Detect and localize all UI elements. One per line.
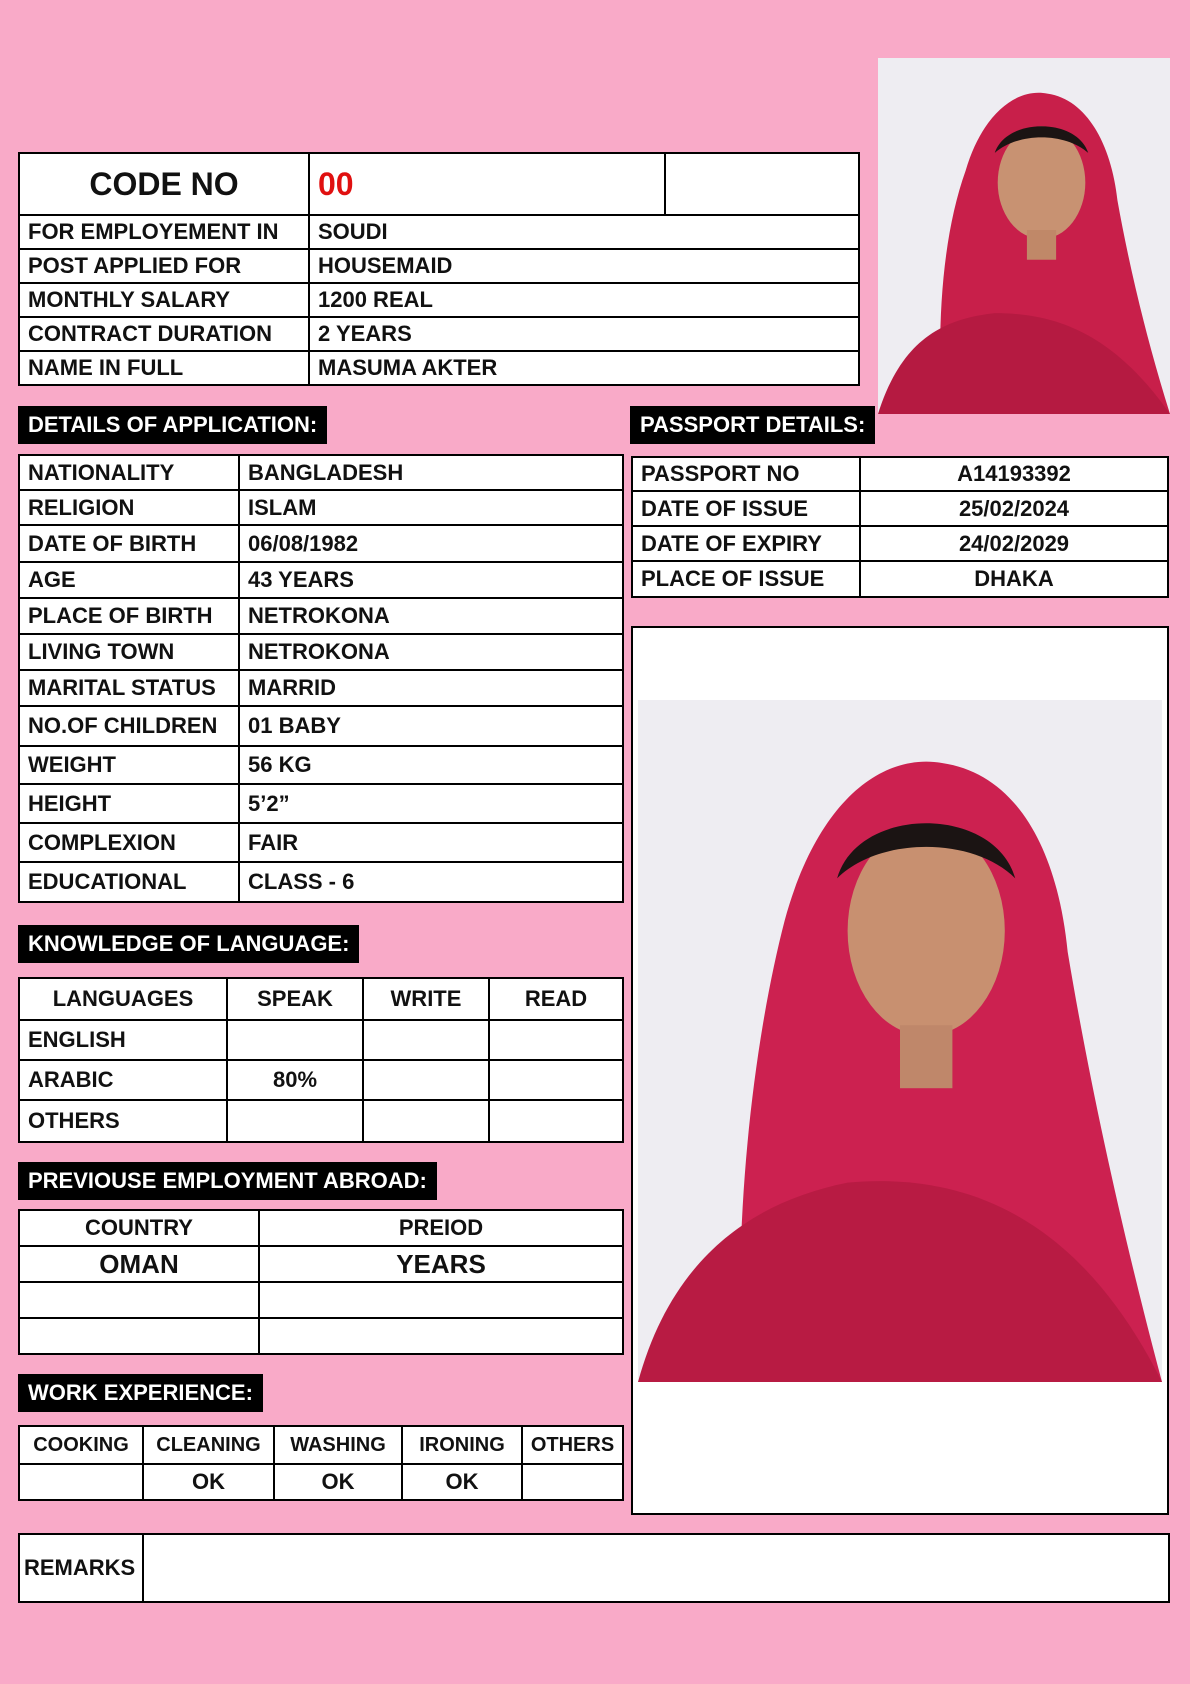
column-header: PREIOD — [259, 1210, 623, 1246]
field-value: NETROKONA — [239, 598, 623, 634]
field-value: MARRID — [239, 670, 623, 706]
passport-value: DHAKA — [860, 561, 1168, 597]
experience-value — [522, 1464, 623, 1500]
language-cell — [363, 1060, 489, 1100]
field-value: FAIR — [239, 823, 623, 862]
passport-value: A14193392 — [860, 457, 1168, 491]
experience-value — [19, 1464, 143, 1500]
language-cell — [489, 1060, 623, 1100]
remarks-value — [143, 1534, 1169, 1602]
employment-period: YEARS — [259, 1246, 623, 1282]
field-value: BANGLADESH — [239, 455, 623, 490]
column-header: LANGUAGES — [19, 978, 227, 1020]
code-label: CODE NO — [19, 153, 309, 215]
experience-value: OK — [143, 1464, 274, 1500]
experience-value: OK — [274, 1464, 402, 1500]
field-label: MARITAL STATUS — [19, 670, 239, 706]
employment-heading: PREVIOUSE EMPLOYMENT ABROAD: — [18, 1162, 437, 1200]
row-label: POST APPLIED FOR — [19, 249, 309, 283]
column-header: COOKING — [19, 1426, 143, 1464]
passport-value: 25/02/2024 — [860, 491, 1168, 526]
employment-country: OMAN — [19, 1246, 259, 1282]
language-heading: KNOWLEDGE OF LANGUAGE: — [18, 925, 359, 963]
row-label: FOR EMPLOYEMENT IN — [19, 215, 309, 249]
language-cell — [227, 1100, 363, 1142]
employment-country — [19, 1318, 259, 1354]
language-table — [18, 977, 624, 1143]
field-label: PLACE OF BIRTH — [19, 598, 239, 634]
field-value: 5’2” — [239, 784, 623, 823]
row-label: NAME IN FULL — [19, 351, 309, 385]
row-value: 1200 REAL — [309, 283, 859, 317]
language-cell — [489, 1020, 623, 1060]
field-label: NO.OF CHILDREN — [19, 706, 239, 746]
field-value: 56 KG — [239, 746, 623, 784]
column-header: SPEAK — [227, 978, 363, 1020]
portrait-photo-large — [638, 700, 1162, 1382]
field-value: 01 BABY — [239, 706, 623, 746]
language-cell — [227, 1020, 363, 1060]
language-cell — [363, 1100, 489, 1142]
column-header: IRONING — [402, 1426, 522, 1464]
passport-label: DATE OF ISSUE — [632, 491, 860, 526]
column-header: READ — [489, 978, 623, 1020]
column-header: CLEANING — [143, 1426, 274, 1464]
passport-label: PLACE OF ISSUE — [632, 561, 860, 597]
passport-value: 24/02/2029 — [860, 526, 1168, 561]
employment-country — [19, 1282, 259, 1318]
field-value: 43 YEARS — [239, 562, 623, 598]
field-label: HEIGHT — [19, 784, 239, 823]
code-value: 00 — [309, 153, 665, 215]
field-label: AGE — [19, 562, 239, 598]
experience-value: OK — [402, 1464, 522, 1500]
column-header: COUNTRY — [19, 1210, 259, 1246]
row-value: SOUDI — [309, 215, 859, 249]
passport-label: DATE OF EXPIRY — [632, 526, 860, 561]
field-label: WEIGHT — [19, 746, 239, 784]
employment-period — [259, 1318, 623, 1354]
employment-period — [259, 1282, 623, 1318]
application-table — [18, 454, 624, 903]
employment-table — [18, 1209, 624, 1355]
language-name: OTHERS — [19, 1100, 227, 1142]
column-header: WASHING — [274, 1426, 402, 1464]
field-value: ISLAM — [239, 490, 623, 525]
column-header: WRITE — [363, 978, 489, 1020]
passport-table — [631, 456, 1169, 598]
language-name: ENGLISH — [19, 1020, 227, 1060]
portrait-photo-small — [878, 58, 1170, 414]
field-label: NATIONALITY — [19, 455, 239, 490]
experience-heading: WORK EXPERIENCE: — [18, 1374, 263, 1412]
language-cell — [489, 1100, 623, 1142]
code-blank — [665, 153, 859, 215]
remarks-table — [18, 1533, 1170, 1603]
row-value: MASUMA AKTER — [309, 351, 859, 385]
field-label: EDUCATIONAL — [19, 862, 239, 902]
row-value: 2 YEARS — [309, 317, 859, 351]
field-label: LIVING TOWN — [19, 634, 239, 670]
language-cell: 80% — [227, 1060, 363, 1100]
field-label: DATE OF BIRTH — [19, 525, 239, 562]
field-value: CLASS - 6 — [239, 862, 623, 902]
header-table — [18, 152, 860, 386]
field-value: 06/08/1982 — [239, 525, 623, 562]
column-header: OTHERS — [522, 1426, 623, 1464]
remarks-label: REMARKS — [19, 1534, 143, 1602]
passport-label: PASSPORT NO — [632, 457, 860, 491]
field-label: RELIGION — [19, 490, 239, 525]
language-cell — [363, 1020, 489, 1060]
row-label: CONTRACT DURATION — [19, 317, 309, 351]
application-heading: DETAILS OF APPLICATION: — [18, 406, 327, 444]
field-label: COMPLEXION — [19, 823, 239, 862]
row-value: HOUSEMAID — [309, 249, 859, 283]
field-value: NETROKONA — [239, 634, 623, 670]
experience-table — [18, 1425, 624, 1501]
row-label: MONTHLY SALARY — [19, 283, 309, 317]
passport-heading: PASSPORT DETAILS: — [630, 406, 875, 444]
language-name: ARABIC — [19, 1060, 227, 1100]
